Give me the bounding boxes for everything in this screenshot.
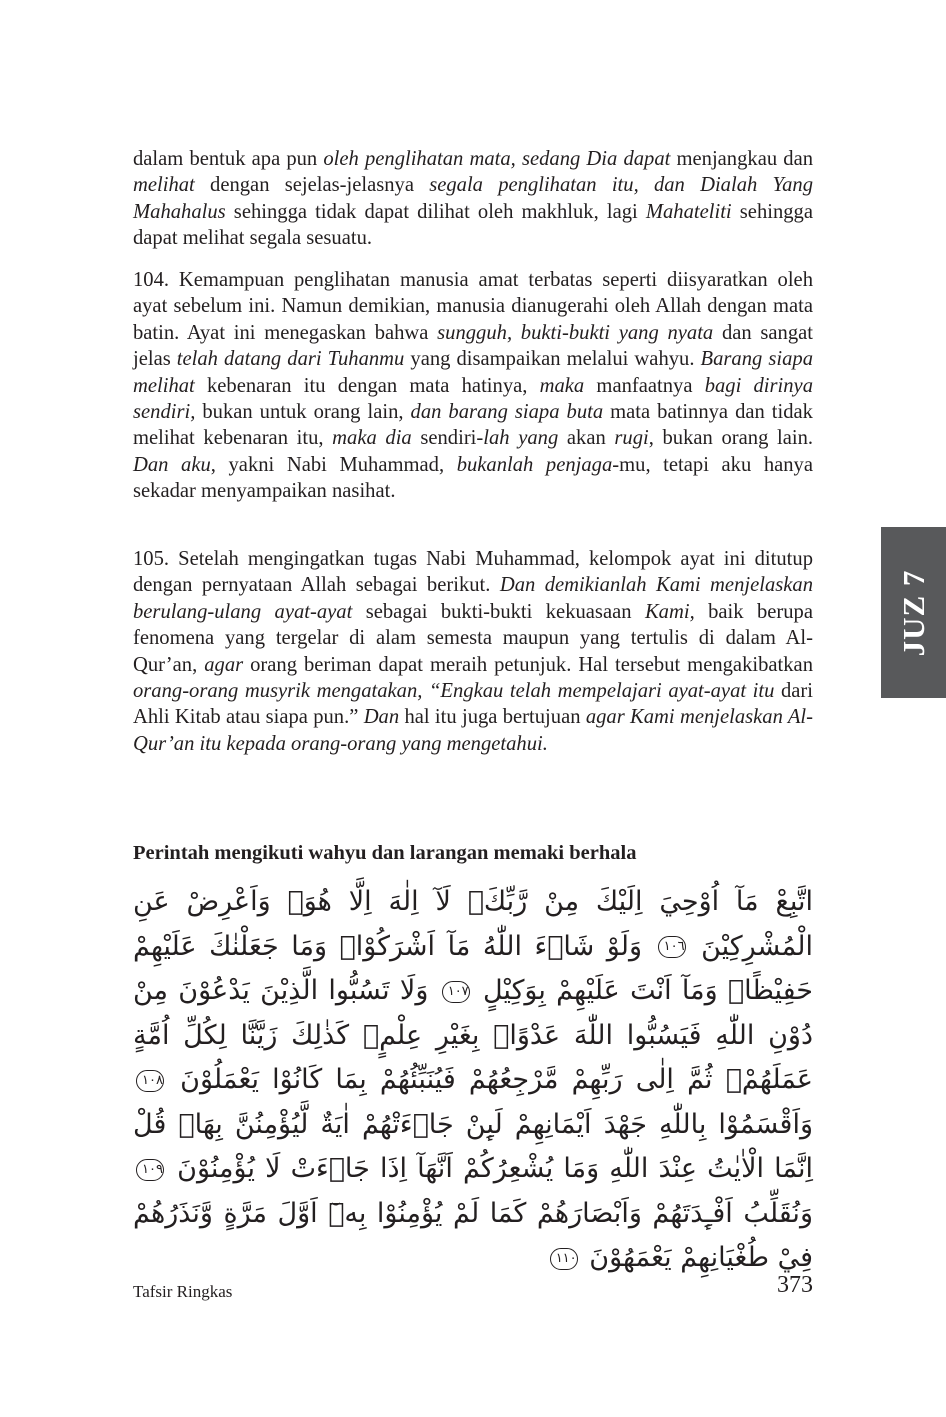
italic-text-run: oleh penglihatan mata, sedang Dia dapat xyxy=(323,148,671,170)
ayah-number-106: ١٠٦ xyxy=(658,936,686,958)
italic-text-run: orang-orang musyrik mengatakan, “Engkau telah mempelajari ayat-ayat itu xyxy=(133,680,775,703)
ayah-number-107: ١٠٧ xyxy=(442,981,470,1003)
text-run: orang beriman dapat meraih petunjuk. Hal tersebut mengakibatkan xyxy=(243,653,813,676)
text-run: sehingga dapat melihat segala sesuatu. xyxy=(133,200,813,250)
text-run: kebenaran itu dengan mata hatinya, xyxy=(194,374,540,397)
footer-book-title: Tafsir Ringkas xyxy=(133,1282,233,1301)
text-run: dan sangat jelas xyxy=(133,321,813,371)
text-run: , bukan orang lain. xyxy=(648,427,814,450)
italic-text-run: Mahateliti xyxy=(645,200,732,223)
arabic-verse-109: وَاَقْسَمُوْا بِاللّٰهِ جَهْدَ اَيْمَانِهِمْ لَىِٕنْ جَاۤءَتْهُمْ اٰيَةٌ لَّيُؤْمِنُنَّ بِهَاۗ قُلْ اِنَّمَا الْاٰيٰتُ عِنْدَ اللّٰهِ وَمَا يُشْعِرُكُمْ اَنَّهَآ اِذَا جَاۤءَتْ لَا يُؤْمِنُوْنَ xyxy=(133,1108,813,1184)
text-run: dalam bentuk apa pun xyxy=(133,148,324,170)
italic-text-run: Dan aku xyxy=(133,453,211,476)
text-run: sebagai bukti-bukti kekuasaan xyxy=(352,600,645,623)
arabic-verse-108: وَلَا تَسُبُّوا الَّذِيْنَ يَدْعُوْنَ مِنْ دُوْنِ اللّٰهِ فَيَسُبُّوا اللّٰهَ عَدْوًاۢ بِغَيْرِ عِلْمٍۗ كَذٰلِكَ زَيَّنَّا لِكُلِّ اُمَّةٍ عَمَلَهُمْۖ ثُمَّ اِلٰى رَبِّهِمْ مَّرْجِعُهُمْ فَيُنَبِّئُهُمْ بِمَا كَانُوْا يَعْمَلُوْنَ xyxy=(133,975,813,1095)
text-run: dari Ahli Kitab atau siapa pun.” xyxy=(133,680,813,729)
italic-text-run: dan barang siapa buta xyxy=(410,401,604,424)
italic-text-run: bagi dirinya sendiri, xyxy=(133,374,813,424)
italic-text-run: Dan xyxy=(363,706,400,729)
italic-text-run: maka xyxy=(539,374,585,397)
text-run: sehingga tidak dapat dilihat oleh makhluk, lagi xyxy=(225,200,646,223)
juz-tab xyxy=(881,527,946,698)
ayah-number-110: ١١٠ xyxy=(550,1248,578,1270)
text-run: bukan untuk orang lain, xyxy=(195,401,411,424)
arabic-verses xyxy=(133,880,813,1281)
text-run: akan xyxy=(558,427,615,450)
text-run: , yakni Nabi Muhammad, xyxy=(210,453,457,476)
text-run: 105. Setelah mengingatkan tugas Nabi Muhammad, kelompok ayat ini ditutup dengan pernyataan Allah sebagai berikut. xyxy=(133,548,813,597)
italic-text-run: lah yang xyxy=(483,427,559,450)
italic-text-run: agar xyxy=(204,653,244,676)
arabic-verse-106: اتَّبِعْ مَآ اُوْحِيَ اِلَيْكَ مِنْ رَّبِّكَۚ لَآ اِلٰهَ اِلَّا هُوَۚ وَاَعْرِضْ عَنِ الْمُشْرِكِيْنَ xyxy=(133,886,813,962)
text-run: manfaatnya xyxy=(584,374,705,397)
italic-text-run: melihat xyxy=(133,174,195,197)
text-run: dengan sejelas-jelasnya xyxy=(194,174,430,197)
italic-text-run: maka dia xyxy=(332,427,412,450)
italic-text-run: Dan demikianlah Kami menjelaskan berulang-ulang ayat-ayat xyxy=(133,574,813,623)
arabic-verse-107: وَلَوْ شَاۤءَ اللّٰهُ مَآ اَشْرَكُوْاۗ وَمَا جَعَلْنٰكَ عَلَيْهِمْ حَفِيْظًاۚ وَمَآ اَنْتَ عَلَيْهِمْ بِوَكِيْلٍ xyxy=(133,930,813,1006)
text-run: menjangkau dan xyxy=(670,148,814,170)
text-run: -mu, tetapi aku hanya sekadar menyampaikan nasihat. xyxy=(133,453,813,503)
italic-text-run: bukanlah penjaga xyxy=(456,453,613,476)
italic-text-run: Barang siapa melihat xyxy=(133,348,813,397)
italic-text-run: rugi xyxy=(614,427,649,450)
paragraph-continuation xyxy=(133,146,813,252)
italic-text-run: sungguh, bukti-bukti yang nyata xyxy=(437,321,714,344)
ayah-number-108: ١٠٨ xyxy=(136,1070,164,1092)
text-run: mata batinnya dan tidak melihat kebenaran itu, xyxy=(133,401,813,450)
arabic-verse-110: وَنُقَلِّبُ اَفْـِٕدَتَهُمْ وَاَبْصَارَهُمْ كَمَا لَمْ يُؤْمِنُوْا بِهٖٓ اَوَّلَ مَرَّةٍ وَّنَذَرُهُمْ فِيْ طُغْيَانِهِمْ يَعْمَهُوْنَ xyxy=(133,1197,813,1273)
paragraph-verse-104 xyxy=(133,267,813,505)
juz-label: JUZ 7 xyxy=(895,569,931,656)
paragraph-verse-105 xyxy=(133,546,813,757)
italic-text-run: segala penglihatan itu, dan Dialah Yang Mahahalus xyxy=(133,174,813,223)
ayah-number-109: ١٠٩ xyxy=(136,1159,164,1181)
text-run: sendiri- xyxy=(411,427,484,450)
text-run: hal itu juga bertujuan xyxy=(399,706,586,729)
page-number: 373 xyxy=(777,1272,813,1298)
italic-text-run: Kami, xyxy=(644,600,695,623)
text-run: baik berupa fenomena yang tergelar di alam semesta maupun yang tertulis di dalam Al-Qur’an, xyxy=(133,600,813,676)
italic-text-run: telah datang dari Tuhanmu xyxy=(176,348,405,371)
section-heading: Perintah mengikuti wahyu dan larangan memaki berhala xyxy=(133,842,637,864)
text-run: 104. Kemampuan penglihatan manusia amat terbatas seperti diisyaratkan oleh ayat sebelum ini. Namun demikian, manusia dianugerahi oleh Allah dengan mata batin. Ayat ini menegaskan bahwa xyxy=(133,269,813,344)
text-run: yang disampaikan melalui wahyu. xyxy=(404,348,701,371)
italic-text-run: agar Kami menjelaskan Al-Qur’an itu kepada orang-orang yang mengetahui. xyxy=(133,706,813,755)
